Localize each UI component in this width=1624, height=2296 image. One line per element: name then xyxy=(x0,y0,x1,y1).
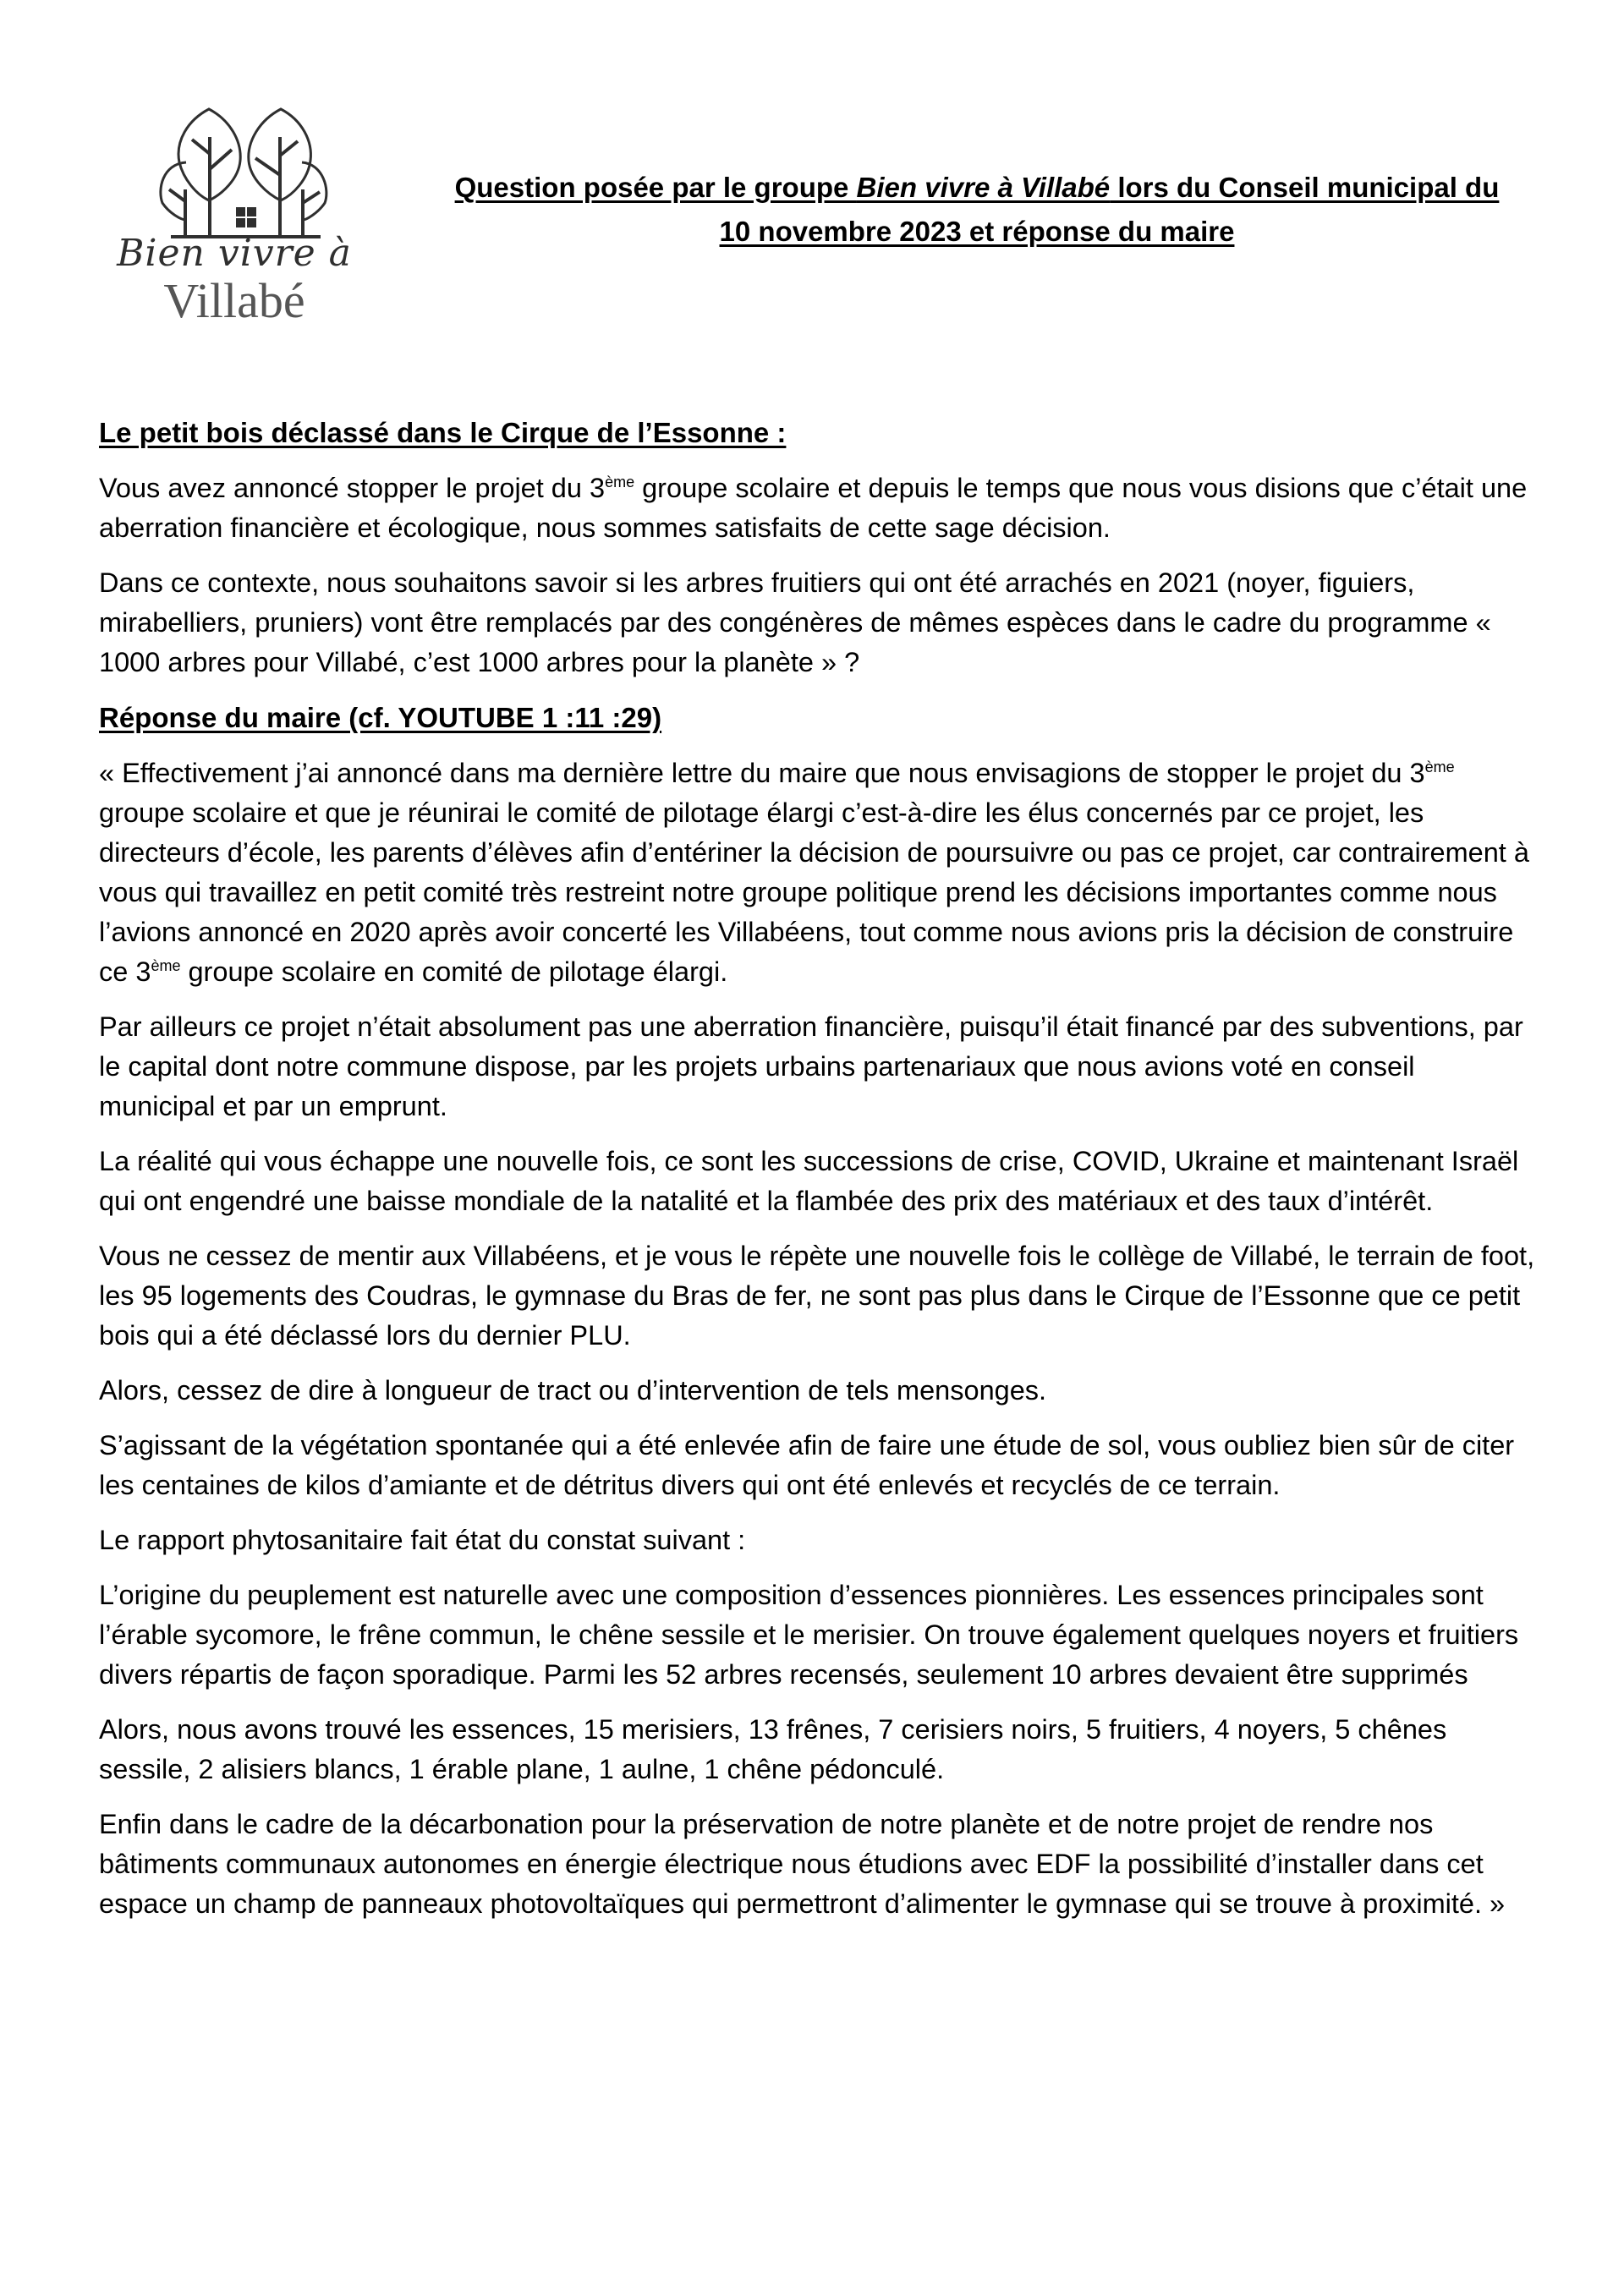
document-title xyxy=(389,166,1565,254)
answer-paragraph: S’agissant de la végétation spontanée qui a été enlevée afin de faire une étude de sol, vous oubliez bien sûr de citer les centaines de kilos d’amiante et de détritus divers qui ont été enlevés et recyclés de ce terrain. xyxy=(99,1430,1515,1500)
title-part-2: lors du Conseil municipal du xyxy=(1110,172,1500,203)
answer-paragraph: Enfin dans le cadre de la décarbonation pour la préservation de notre planète et de notre projet de rendre nos bâtiments communaux autonomes en énergie électrique nous étudions avec EDF la possibilité d’installer dans cet espace un champ de panneaux photovoltaïques qui permettront d’alimenter le gymnase qui se trouve à proximité. » xyxy=(99,1809,1506,1919)
question-paragraph-2: Dans ce contexte, nous souhaitons savoir si les arbres fruitiers qui ont été arrachés en 2021 (noyer, figuiers, mirabelliers, pruniers) vont être remplacés par des congénères de mêmes espèces dans le cadre du programme « 1000 arbres pour Villabé, c’est 1000 arbres pour la planète » ? xyxy=(99,567,1491,677)
answer-paragraph: Alors, nous avons trouvé les essences, 15 merisiers, 13 frênes, 7 cerisiers noirs, 5 fruitiers, 4 noyers, 5 chênes sessile, 2 alisiers blancs, 1 érable plane, 1 aulne, 1 chêne pédonculé. xyxy=(99,1714,1447,1784)
answer-paragraph: Alors, cessez de dire à longueur de tract ou d’intervention de tels mensonges. xyxy=(99,1375,1047,1406)
question-paragraph-1 xyxy=(99,469,1537,548)
answer-paragraph: Le rapport phytosanitaire fait état du constat suivant : xyxy=(99,1525,746,1555)
answer-text: groupe scolaire en comité de pilotage élargi. xyxy=(180,956,728,987)
title-part-1: Question posée par le groupe xyxy=(454,172,857,203)
answer-paragraph: Vous ne cessez de mentir aux Villabéens, et je vous le répète une nouvelle fois le collège de Villabé, le terrain de foot, les 95 logements des Coudras, le gymnase du Bras de fer, ne sont pas plus dans le Cirque de l’Essonne que ce petit bois qui a été déclassé lors du dernier PLU. xyxy=(99,1241,1535,1351)
logo-script-text: Bien vivre à xyxy=(117,232,352,275)
answer-text: groupe scolaire et que je réunirai le comité de pilotage élargi c’est-à-dire les élus concernés par ce projet, les directeurs d’école, les parents d’élèves afin d’entériner la décision de poursuivre ou pas ce projet, car contrairement à vous qui travaillez en petit comité très restreint notre groupe politique prend les décisions importantes comme nous l’avions annoncé en 2020 après avoir concerté les Villabéens, tout comme nous avions pris la décision de construire ce 3 xyxy=(99,797,1529,987)
ordinal-superscript: ème xyxy=(1424,759,1455,776)
question-text: groupe scolaire et depuis le temps que nous vous disions que c’était une aberration financière et écologique, nous sommes satisfaits de cette sage décision. xyxy=(99,473,1528,543)
ordinal-superscript: ème xyxy=(151,957,181,975)
answer-paragraph: Par ailleurs ce projet n’était absolument pas une aberration financière, puisqu’il était financé par des subventions, par le capital dont notre commune dispose, par les projets urbains partenariaux que nous avions voté en conseil municipal et par un emprunt. xyxy=(99,1011,1523,1121)
logo-name-text: Villabé xyxy=(163,273,305,328)
section-heading: Le petit bois déclassé dans le Cirque de l’Essonne : xyxy=(99,417,787,448)
answer-paragraph: La réalité qui vous échappe une nouvelle fois, ce sont les successions de crise, COVID, Ukraine et maintenant Israël qui ont engendré une baisse mondiale de la natalité et la flambée des prix des matériaux et des taux d’intérêt. xyxy=(99,1146,1519,1216)
question-text: Vous avez annoncé stopper le projet du 3 xyxy=(99,473,606,503)
bien-vivre-a-villabe-logo xyxy=(95,95,374,332)
answer-text: « Effectivement j’ai annoncé dans ma dernière lettre du maire que nous envisagions de stopper le projet du 3 xyxy=(99,758,1425,788)
ordinal-superscript: ème xyxy=(605,474,635,491)
document-body xyxy=(99,413,1537,1939)
title-group-name: Bien vivre à Villabé xyxy=(856,172,1111,203)
answer-paragraph: L’origine du peuplement est naturelle avec une composition d’essences pionnières. Les essences principales sont l’érable sycomore, le frêne commun, le chêne sessile et le merisier. On trouve également quelques noyers et fruitiers divers répartis de façon sporadique. Parmi les 52 arbres recensés, seulement 10 arbres devaient être supprimés xyxy=(99,1580,1519,1690)
title-line-2: 10 novembre 2023 et réponse du maire xyxy=(719,216,1235,247)
answer-paragraph-1 xyxy=(99,753,1537,992)
answer-heading: Réponse du maire (cf. YOUTUBE 1 :11 :29) xyxy=(99,702,662,733)
